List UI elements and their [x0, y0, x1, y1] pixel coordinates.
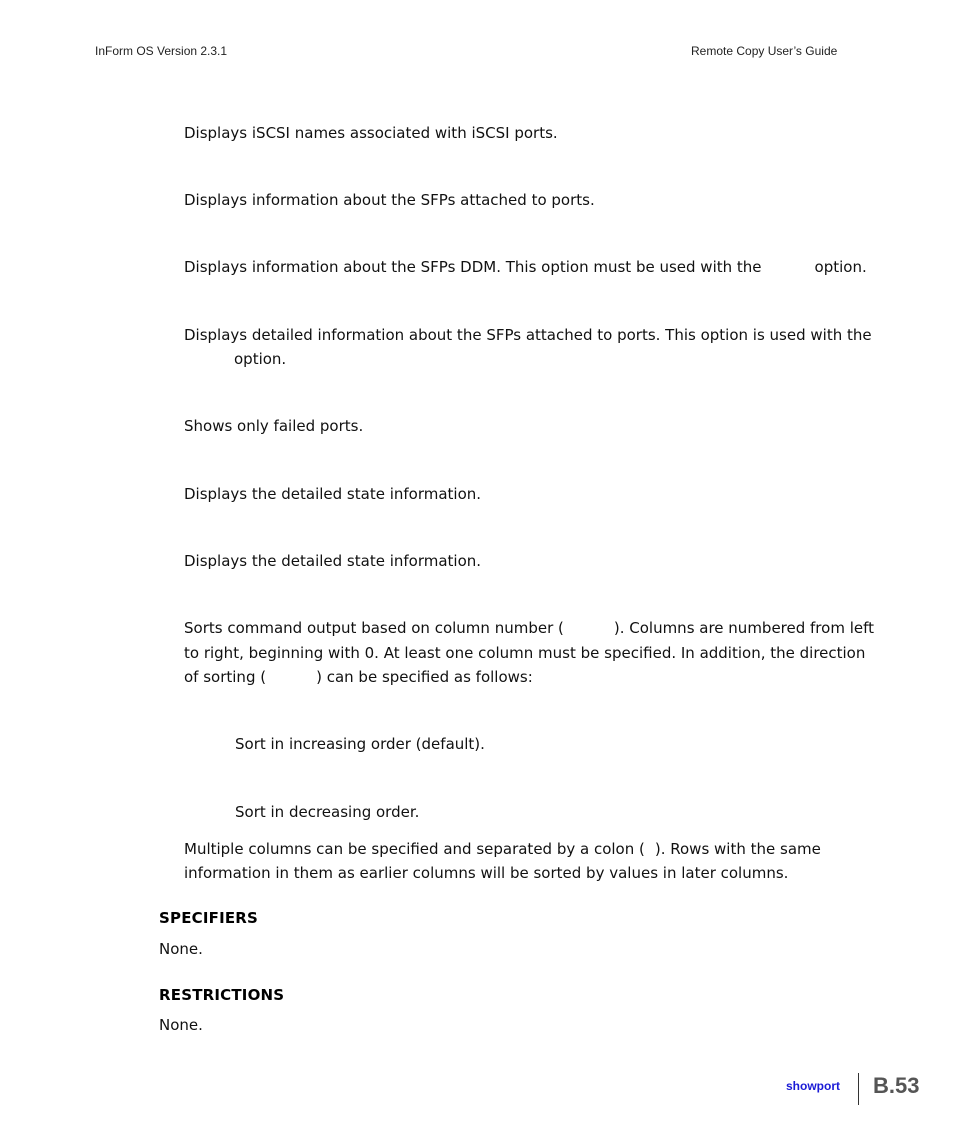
- multi-column-line-2: information in them as earlier columns will be sorted by values in later columns.: [184, 864, 789, 882]
- multi-column-line-1: [184, 837, 821, 862]
- page-number: B.53: [873, 1073, 920, 1098]
- specifiers-body: None.: [159, 940, 203, 958]
- restrictions-heading: RESTRICTIONS: [159, 986, 285, 1004]
- option-sort-line-1: [184, 616, 874, 641]
- running-header-guide-title: Remote Copy User’s Guide: [691, 44, 838, 58]
- running-header-version: InForm OS Version 2.3.1: [95, 44, 228, 58]
- option-ddm-description: [184, 255, 867, 280]
- option-state-description: Displays the detailed state information.: [184, 485, 482, 503]
- option-sort-text-b: ). Columns are numbered from left: [613, 619, 875, 637]
- option-sfp-detail-description-cont: option.: [234, 350, 287, 368]
- option-iscsi-description: Displays iSCSI names associated with iSCSI ports.: [184, 124, 558, 142]
- option-ddm-text-a: Displays information about the SFPs DDM. This option must be used with the: [184, 258, 762, 276]
- multi-column-text-a: Multiple columns can be specified and separated by a colon (: [184, 840, 645, 858]
- sort-increasing-description: Sort in increasing order (default).: [235, 735, 485, 753]
- option-sort-line-3-a: of sorting (: [184, 668, 267, 686]
- restrictions-body: None.: [159, 1016, 203, 1034]
- option-ddm-text-b: option.: [814, 258, 867, 276]
- option-failed-description: Shows only failed ports.: [184, 417, 364, 435]
- footer-divider: [858, 1073, 859, 1105]
- option-sfp-description: Displays information about the SFPs attached to ports.: [184, 191, 595, 209]
- option-sort-text-a: Sorts command output based on column number (: [184, 619, 564, 637]
- option-sfp-detail-description: Displays detailed information about the SFPs attached to ports. This option is used with the: [184, 326, 872, 344]
- footer-command-link[interactable]: showport: [786, 1079, 840, 1093]
- specifiers-heading: SPECIFIERS: [159, 909, 259, 927]
- option-sort-line-2: to right, beginning with 0. At least one column must be specified. In addition, the direction: [184, 644, 866, 662]
- option-sort-line-3: [184, 665, 533, 690]
- option-sort-line-3-b: ) can be specified as follows:: [316, 668, 533, 686]
- sort-decreasing-description: Sort in decreasing order.: [235, 803, 420, 821]
- multi-column-text-b: ). Rows with the same: [654, 840, 821, 858]
- option-state-description-2: Displays the detailed state information.: [184, 552, 482, 570]
